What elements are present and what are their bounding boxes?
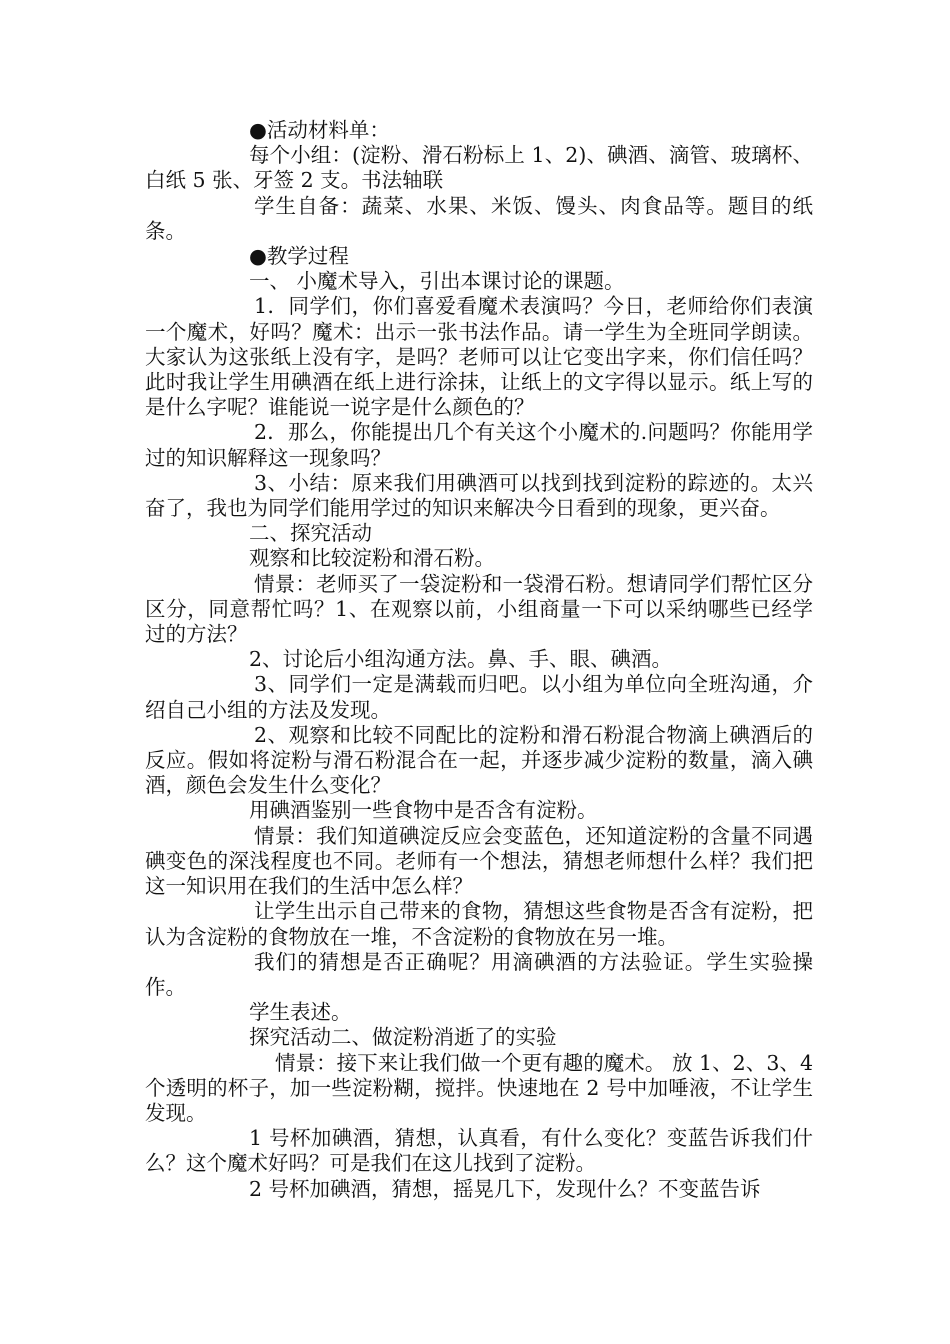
paragraph: 情景：老师买了一袋淀粉和一袋滑石粉。想请同学们帮忙区分区分，同意帮忙吗？1、在观察以前，小组商量一下可以采纳哪些已经学过的方法？ <box>145 571 813 647</box>
paragraph: 2、讨论后小组沟通方法。鼻、手、眼、碘酒。 <box>249 647 673 672</box>
paragraph: 2．那么，你能提出几个有关这个小魔术的.问题吗？你能用学过的知识解释这一现象吗？ <box>145 420 813 470</box>
paragraph: 让学生出示自己带来的食物，猜想这些食物是否含有淀粉，把认为含淀粉的食物放在一堆，不含淀粉的食物放在另一堆。 <box>145 899 813 949</box>
paragraph: 用碘酒鉴别一些食物中是否含有淀粉。 <box>249 798 598 823</box>
document-page <box>145 118 813 1202</box>
paragraph: 3、同学们一定是满载而归吧。以小组为单位向全班沟通，介绍自己小组的方法及发现。 <box>145 672 813 722</box>
paragraph: 情景：接下来让我们做一个更有趣的魔术。 放 1、2、3、4 个透明的杯子，加一些淀粉糊，搅拌。快速地在 2 号中加唾液，不让学生发现。 <box>145 1050 813 1125</box>
paragraph: 1 号杯加碘酒，猜想，认真看，有什么变化？变蓝告诉我们什么？这个魔术好吗？可是我们在这儿找到了淀粉。 <box>145 1126 813 1176</box>
paragraph: 每个小组：(淀粉、滑石粉标上 1、2)、碘酒、滴管、玻璃杯、白纸 5 张、牙签 2 支。书法轴联 <box>145 143 813 193</box>
paragraph: 2 号杯加碘酒，猜想，摇晃几下，发现什么？不变蓝告诉 <box>249 1176 761 1201</box>
paragraph: 一、 小魔术导入，引出本课讨论的课题。 <box>249 269 625 294</box>
paragraph: 情景：我们知道碘淀反应会变蓝色，还知道淀粉的含量不同遇碘变色的深浅程度也不同。老师有一个想法，猜想老师想什么样？我们把这一知识用在我们的生活中怎么样？ <box>145 823 813 899</box>
paragraph: 1．同学们，你们喜爱看魔术表演吗？今日，老师给你们表演一个魔术，好吗？魔术：出示一张书法作品。请一学生为全班同学朗读。大家认为这张纸上没有字，是吗？老师可以让它变出字来，你们信任吗？此时我让学生用碘酒在纸上进行涂抹，让纸上的文字得以显示。纸上写的是什么字呢？谁能说一说字是什么颜色的？ <box>145 294 813 420</box>
paragraph: 学生表述。 <box>249 1000 352 1025</box>
paragraph: 二、探究活动 <box>249 521 372 546</box>
paragraph: ●活动材料单： <box>249 118 390 142</box>
paragraph: 3、小结：原来我们用碘酒可以找到找到淀粉的踪迹的。太兴奋了，我也为同学们能用学过的知识来解决今日看到的现象，更兴奋。 <box>145 470 813 521</box>
paragraph: 探究活动二、做淀粉消逝了的实验 <box>249 1025 557 1050</box>
paragraph: 学生自备：蔬菜、水果、米饭、馒头、肉食品等。题目的纸条。 <box>145 193 813 243</box>
paragraph: ●教学过程 <box>249 244 349 269</box>
paragraph: 2、观察和比较不同配比的淀粉和滑石粉混合物滴上碘酒后的反应。假如将淀粉与滑石粉混合在一起，并逐步减少淀粉的数量，滴入碘酒，颜色会发生什么变化？ <box>145 722 813 798</box>
paragraph: 观察和比较淀粉和滑石粉。 <box>249 546 495 571</box>
paragraph: 我们的猜想是否正确呢？用滴碘酒的方法验证。学生实验操作。 <box>145 949 813 999</box>
